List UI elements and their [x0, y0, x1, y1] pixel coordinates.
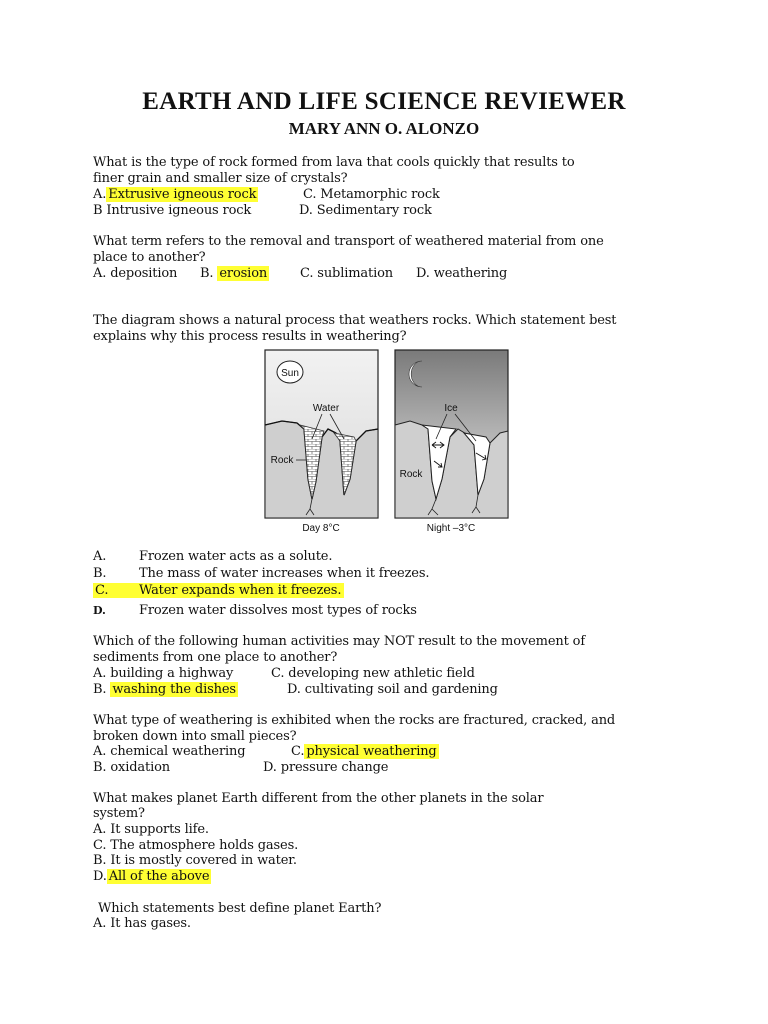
option-a: A. building a highway: [93, 666, 234, 681]
option-letter: C.: [291, 744, 305, 759]
option-a: A. It supports life.: [93, 822, 209, 837]
option-a: A. deposition: [93, 266, 178, 281]
option-b: B. It is mostly covered in water.: [93, 853, 297, 868]
page-title: EARTH AND LIFE SCIENCE REVIEWER: [142, 88, 626, 115]
answer-highlight: All of the above: [108, 869, 210, 884]
option-a: [93, 549, 332, 565]
option-d: [93, 603, 417, 619]
option-text: Frozen water dissolves most types of rocks: [139, 603, 417, 618]
option-c: C. The atmosphere holds gases.: [93, 838, 299, 853]
option-d: D. Sedimentary rock: [299, 203, 432, 218]
option-b: B Intrusive igneous rock: [93, 203, 252, 218]
option-letter: D.: [93, 604, 106, 617]
sun-label: Sun: [281, 368, 299, 379]
answer-highlight: Extrusive igneous rock: [108, 187, 257, 202]
option-c: C. developing new athletic field: [271, 666, 475, 681]
option-text: The mass of water increases when it freezes.: [139, 566, 430, 581]
answer-highlight: physical weathering: [306, 744, 437, 759]
answer-highlight: erosion: [219, 266, 268, 281]
option-c: [291, 744, 439, 760]
night-caption: Night –3°C: [426, 523, 476, 534]
answer-highlight: [93, 583, 344, 598]
question-text-line: explains why this process results in weathering?: [93, 329, 407, 344]
option-c: C. sublimation: [300, 266, 393, 281]
question-text-line: broken down into small pieces?: [93, 729, 297, 744]
option-b: [200, 266, 269, 282]
question-text-line: What type of weathering is exhibited when the rocks are fractured, cracked, and: [93, 713, 616, 728]
option-letter: A.: [93, 549, 107, 564]
day-caption: Day 8°C: [302, 523, 340, 534]
option-letter: A.: [93, 187, 107, 202]
water-label: Water: [312, 403, 340, 414]
option-d: [93, 869, 211, 885]
option-c: C. Metamorphic rock: [303, 187, 440, 202]
option-d: D. weathering: [416, 266, 508, 281]
option-a: [93, 187, 258, 203]
night-panel: [395, 350, 508, 518]
ice-label: Ice: [444, 403, 458, 414]
question-text-line: system?: [93, 806, 145, 821]
day-panel: [265, 350, 378, 518]
answer-highlight: washing the dishes: [112, 682, 236, 697]
option-d: D. cultivating soil and gardening: [287, 682, 498, 697]
question-text-line: sediments from one place to another?: [93, 650, 338, 665]
option-letter: B.: [93, 566, 107, 581]
question-text-line: What makes planet Earth different from the other planets in the solar: [93, 791, 544, 806]
rock-label-left: Rock: [270, 455, 294, 466]
option-a: A. It has gases.: [93, 916, 191, 931]
option-text: Water expands when it freezes.: [139, 583, 342, 598]
weathering-diagram: [264, 349, 514, 539]
author-name: MARY ANN O. ALONZO: [288, 119, 480, 138]
option-c: [93, 583, 344, 599]
question-text-line: finer grain and smaller size of crystals?: [93, 171, 348, 186]
option-letter: B.: [93, 682, 107, 697]
question-text-line: What is the type of rock formed from lava that cools quickly that results to: [93, 155, 575, 170]
option-letter: D.: [93, 869, 107, 884]
option-d: D. pressure change: [263, 760, 389, 775]
question-text-line: Which of the following human activities may NOT result to the movement of: [93, 634, 585, 649]
option-b: [93, 566, 429, 582]
option-letter: B.: [200, 266, 214, 281]
rock-label-right: Rock: [399, 469, 423, 480]
question-text-line: place to another?: [93, 250, 206, 265]
question-text-line: The diagram shows a natural process that weathers rocks. Which statement best: [93, 313, 617, 328]
option-text: Frozen water acts as a solute.: [139, 549, 333, 564]
option-a: A. chemical weathering: [93, 744, 246, 759]
option-b: [93, 682, 238, 698]
question-text-line: Which statements best define planet Earth?: [98, 901, 382, 916]
question-text-line: What term refers to the removal and transport of weathered material from one: [93, 234, 604, 249]
option-b: B. oxidation: [93, 760, 170, 775]
option-letter: C.: [95, 583, 109, 598]
